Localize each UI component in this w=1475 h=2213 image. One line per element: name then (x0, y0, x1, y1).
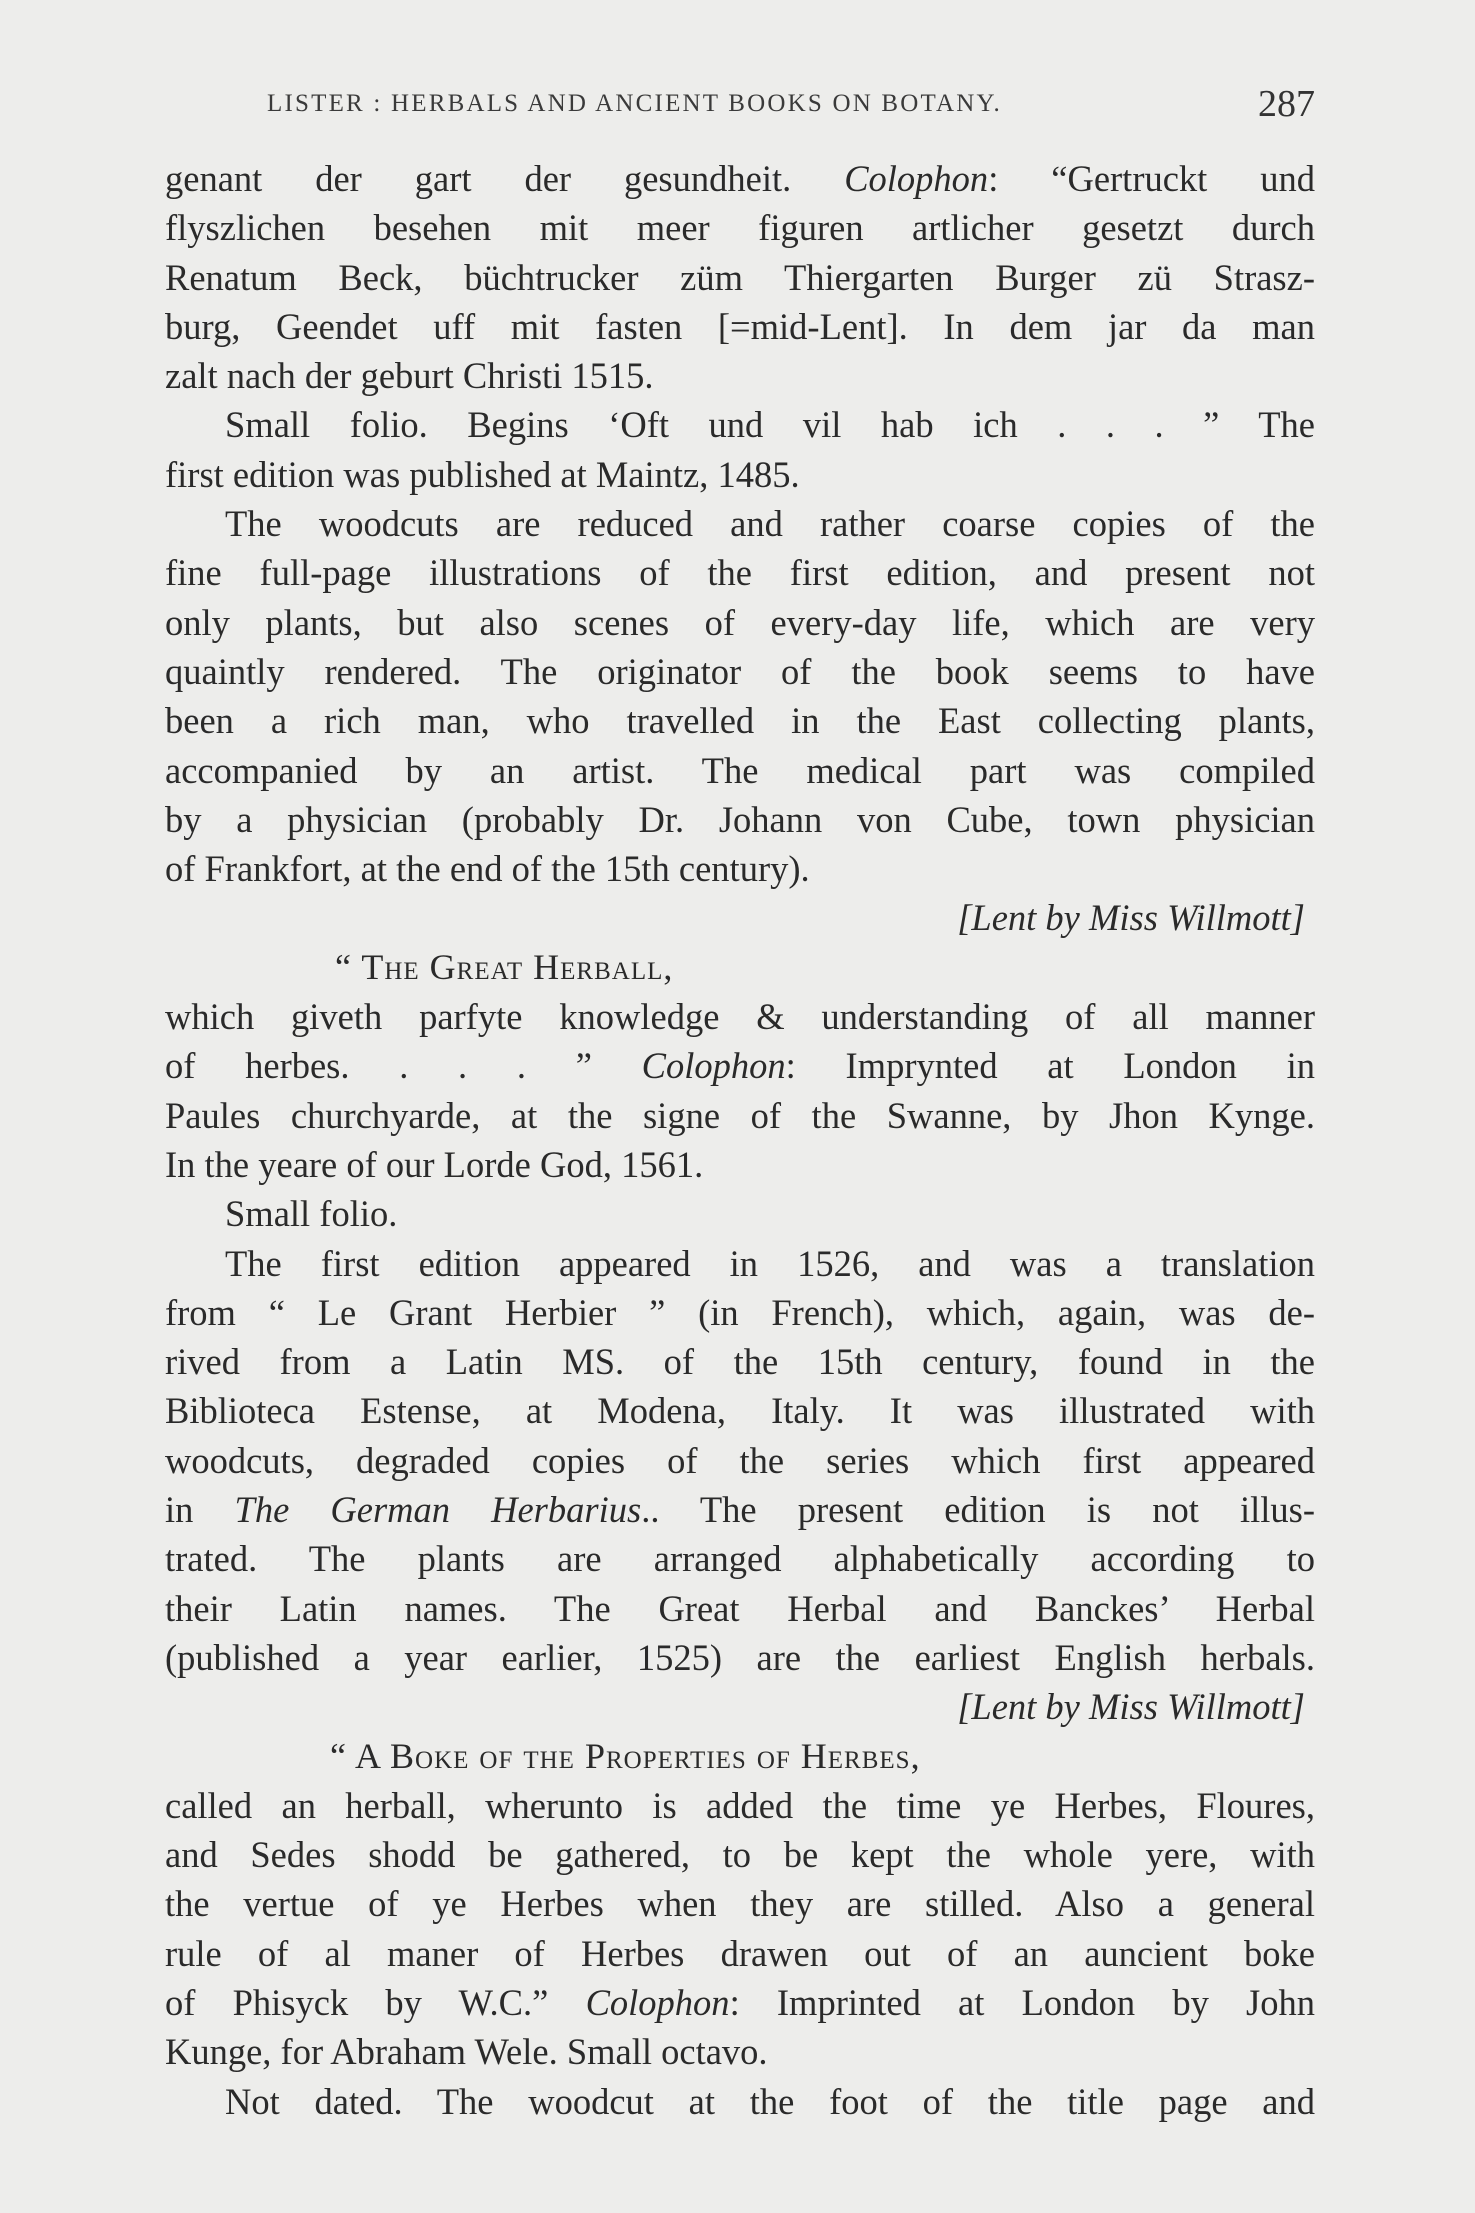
text-line (165, 992, 1315, 1041)
text-line (165, 203, 1315, 252)
running-head: LISTER : HERBALS AND ANCIENT BOOKS ON BOTANY. (267, 90, 1003, 117)
text-line (165, 1978, 1315, 2027)
line-text: The first edition appeared in 1526, and was a translation (225, 1242, 1315, 1284)
line-text: in (165, 1489, 235, 1531)
line-text: “ A Boke of the Properties of Herbes, (330, 1735, 921, 1776)
line-text: Small folio. (225, 1193, 398, 1235)
text-line (165, 795, 1315, 844)
text-line (165, 1485, 1315, 1534)
text-line (165, 893, 1315, 942)
text-line (165, 154, 1315, 203)
line-text: of herbes. . . . ” (165, 1045, 642, 1087)
line-text: and Sedes shodd be gathered, to be kept the whole yere, with (165, 1834, 1315, 1876)
body-text (165, 154, 1315, 2126)
text-line (165, 302, 1315, 351)
text-line (165, 1041, 1315, 1090)
text-line (165, 598, 1315, 647)
line-text: woodcuts, degraded copies of the series which first appeared (165, 1439, 1315, 1481)
line-text: Paules churchyarde, at the signe of the Swanne, by Jhon Kynge. (165, 1094, 1315, 1136)
text-line (165, 499, 1315, 548)
text-line (165, 2077, 1315, 2126)
page-number: 287 (1258, 83, 1315, 125)
line-text: the vertue of ye Herbes when they are stilled. Also a general (165, 1883, 1315, 1925)
line-text: “ The Great Herball, (335, 946, 674, 987)
text-line (165, 400, 1315, 449)
text-line (165, 1830, 1315, 1879)
text-line (165, 1337, 1315, 1386)
line-text: fine full-page illustrations of the first edition, and present not (165, 552, 1315, 594)
line-italic-text: [Lent by Miss Willmott] (957, 1686, 1305, 1728)
text-line (165, 1436, 1315, 1485)
line-text-after: : “Gertruckt und (988, 158, 1315, 199)
line-text: by a physician (probably Dr. Johann von Cube, town physician (165, 798, 1315, 840)
line-text: been a rich man, who travelled in the East collecting plants, (165, 700, 1315, 742)
text-line (165, 1288, 1315, 1337)
line-text: from “ Le Grant Herbier ” (in French), which, again, was de- (165, 1291, 1315, 1333)
line-text: In the yeare of our Lorde God, 1561. (165, 1143, 704, 1185)
line-text: Kunge, for Abraham Wele. Small octavo. (165, 2031, 768, 2073)
line-text: rule of al maner of Herbes drawen out of an auncient boke (165, 1932, 1315, 1974)
line-text: first edition was published at Maintz, 1485. (165, 453, 800, 495)
text-line (165, 1732, 1315, 1781)
page-header (165, 82, 1315, 132)
text-line (165, 746, 1315, 795)
text-line (165, 1091, 1315, 1140)
line-text: zalt nach der geburt Christi 1515. (165, 355, 654, 397)
line-text: Renatum Beck, büchtrucker züm Thiergarten Burger zü Strasz- (165, 256, 1315, 298)
text-line (165, 1239, 1315, 1288)
text-line (165, 1584, 1315, 1633)
text-line (165, 1781, 1315, 1830)
line-text: Not dated. The woodcut at the foot of the title page and (225, 2080, 1315, 2122)
text-line (165, 1386, 1315, 1435)
line-text: flyszlichen besehen mit meer figuren artlicher gesetzt durch (165, 207, 1315, 249)
text-line (165, 1140, 1315, 1189)
line-text: Biblioteca Estense, at Modena, Italy. It was illustrated with (165, 1390, 1315, 1432)
text-line (165, 1633, 1315, 1682)
line-italic-text: Colophon (844, 158, 989, 199)
text-line (165, 696, 1315, 745)
text-line (165, 1682, 1315, 1731)
line-text: accompanied by an artist. The medical part was compiled (165, 749, 1315, 791)
text-line (165, 450, 1315, 499)
line-text: trated. The plants are arranged alphabetically according to (165, 1538, 1315, 1580)
line-text: genant der gart der gesundheit. (165, 158, 845, 199)
line-italic-text: [Lent by Miss Willmott] (957, 897, 1305, 939)
text-line (165, 253, 1315, 302)
line-text-after: : Imprinted at London by John (729, 1981, 1315, 2023)
text-line (165, 2027, 1315, 2076)
text-line (165, 1534, 1315, 1583)
line-italic-text: Colophon (585, 1981, 730, 2023)
text-line (165, 1189, 1315, 1238)
line-italic-text: Colophon (641, 1045, 786, 1087)
text-line (165, 1879, 1315, 1928)
text-line (165, 548, 1315, 597)
line-text-after: .. The present edition is not illus- (641, 1489, 1315, 1531)
text-line (165, 351, 1315, 400)
text-line (165, 943, 1315, 992)
line-italic-text: The German Herbarius (234, 1489, 642, 1531)
line-text: The woodcuts are reduced and rather coarse copies of the (225, 503, 1315, 545)
line-text: called an herball, wherunto is added the time ye Herbes, Floures, (165, 1784, 1315, 1826)
line-text: their Latin names. The Great Herbal and Banckes’ Herbal (165, 1587, 1315, 1629)
line-text: burg, Geendet uff mit fasten [=mid-Lent]. In dem jar da man (165, 305, 1315, 347)
line-text: (published a year earlier, 1525) are the earliest English herbals. (165, 1636, 1315, 1678)
line-text: which giveth parfyte knowledge & understanding of all manner (165, 996, 1315, 1038)
line-text-after: : Imprynted at London in (785, 1045, 1315, 1087)
line-text: quaintly rendered. The originator of the book seems to have (165, 650, 1315, 692)
line-text: Small folio. Begins ‘Oft und vil hab ich . . . ” The (225, 404, 1315, 446)
text-line (165, 1929, 1315, 1978)
line-text: of Frankfort, at the end of the 15th century). (165, 848, 810, 890)
text-line (165, 844, 1315, 893)
text-line (165, 647, 1315, 696)
line-text: only plants, but also scenes of every-day life, which are very (165, 601, 1315, 643)
line-text: rived from a Latin MS. of the 15th century, found in the (165, 1341, 1315, 1383)
line-text: of Phisyck by W.C.” (165, 1981, 586, 2023)
